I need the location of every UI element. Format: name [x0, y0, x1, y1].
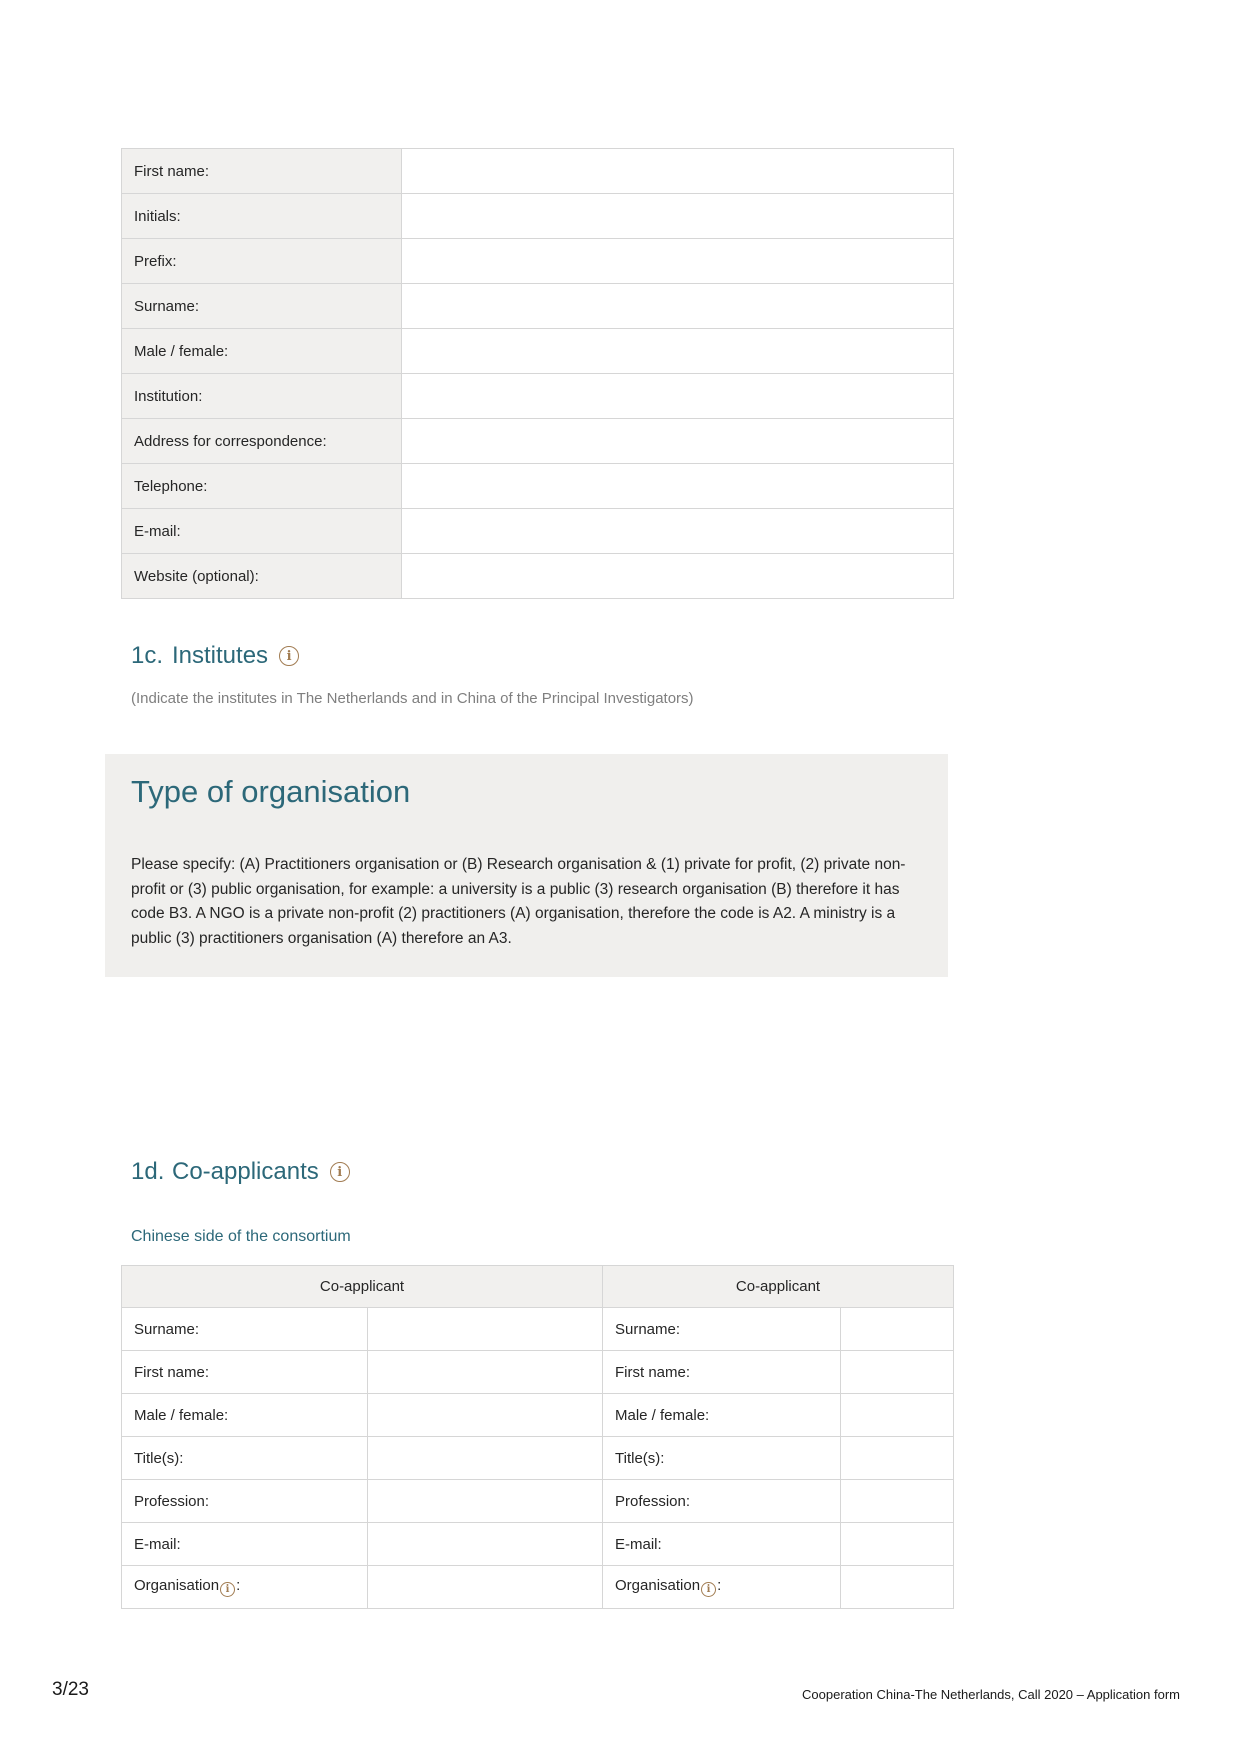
table-row	[122, 239, 954, 284]
info-icon: i	[279, 646, 299, 666]
table-row	[122, 419, 954, 464]
co-applicants-table	[121, 1265, 954, 1609]
website-field[interactable]	[402, 554, 954, 599]
prefix-field[interactable]	[402, 239, 954, 284]
organisation-field-right[interactable]	[841, 1566, 954, 1609]
first-name-field-left[interactable]	[368, 1351, 603, 1394]
co-applicant-header-left: Co-applicant	[122, 1266, 603, 1308]
chinese-side-subtitle: Chinese side of the consortium	[131, 1228, 351, 1245]
field-label: Male / female:	[603, 1394, 841, 1437]
section-heading-1d	[131, 1158, 350, 1186]
field-label: First name:	[122, 149, 402, 194]
section-title: Institutes	[172, 642, 269, 669]
table-row	[122, 1437, 954, 1480]
field-label: Institution:	[122, 374, 402, 419]
section-number: 1d.	[131, 1158, 165, 1185]
table-row	[122, 554, 954, 599]
field-label: Initials:	[122, 194, 402, 239]
table-row	[122, 1480, 954, 1523]
contact-details-table	[121, 148, 954, 599]
info-icon: i	[220, 1582, 235, 1597]
profession-field-right[interactable]	[841, 1480, 954, 1523]
email-field-right[interactable]	[841, 1523, 954, 1566]
email-field-left[interactable]	[368, 1523, 603, 1566]
field-label: Surname:	[122, 1308, 368, 1351]
field-label: Male / female:	[122, 1394, 368, 1437]
field-label: Male / female:	[122, 329, 402, 374]
field-label: Profession:	[603, 1480, 841, 1523]
table-row	[122, 1566, 954, 1609]
info-icon: i	[701, 1582, 716, 1597]
table-row	[122, 509, 954, 554]
field-label: Organisation i :	[122, 1566, 368, 1609]
footer-page-number: 3/23	[52, 1679, 89, 1700]
male-female-field-right[interactable]	[841, 1394, 954, 1437]
co-applicant-header-right: Co-applicant	[603, 1266, 954, 1308]
section-1c-subtitle: (Indicate the institutes in The Netherlands and in China of the Principal Investigators)	[131, 690, 694, 707]
address-field[interactable]	[402, 419, 954, 464]
email-field[interactable]	[402, 509, 954, 554]
profession-field-left[interactable]	[368, 1480, 603, 1523]
table-row	[122, 284, 954, 329]
field-label: E-mail:	[603, 1523, 841, 1566]
titles-field-left[interactable]	[368, 1437, 603, 1480]
field-label: Title(s):	[603, 1437, 841, 1480]
table-header-row	[122, 1266, 954, 1308]
field-label: Profession:	[122, 1480, 368, 1523]
section-number: 1c.	[131, 642, 164, 669]
first-name-field[interactable]	[402, 149, 954, 194]
field-label: Website (optional):	[122, 554, 402, 599]
table-row	[122, 194, 954, 239]
table-row	[122, 1308, 954, 1351]
table-row	[122, 1351, 954, 1394]
surname-field-right[interactable]	[841, 1308, 954, 1351]
table-row	[122, 329, 954, 374]
field-label: Surname:	[122, 284, 402, 329]
table-row	[122, 464, 954, 509]
section-heading-1c	[131, 642, 299, 670]
field-label: E-mail:	[122, 1523, 368, 1566]
first-name-field-right[interactable]	[841, 1351, 954, 1394]
table-row	[122, 1523, 954, 1566]
table-row	[122, 149, 954, 194]
surname-field[interactable]	[402, 284, 954, 329]
field-label: First name:	[603, 1351, 841, 1394]
field-label: Organisation i :	[603, 1566, 841, 1609]
field-label: Telephone:	[122, 464, 402, 509]
field-label: First name:	[122, 1351, 368, 1394]
field-label: Prefix:	[122, 239, 402, 284]
male-female-field[interactable]	[402, 329, 954, 374]
organisation-field-left[interactable]	[368, 1566, 603, 1609]
footer-document-title: Cooperation China-The Netherlands, Call 2020 – Application form	[802, 1687, 1180, 1702]
telephone-field[interactable]	[402, 464, 954, 509]
callout-title: Type of organisation	[131, 774, 411, 809]
surname-field-left[interactable]	[368, 1308, 603, 1351]
callout-body-text: Please specify: (A) Practitioners organisation or (B) Research organisation & (1) private for profit, (2) private non-profit or (3) public organisation, for example: a university is a public (3) research organisation (B) therefore it has code B3. A NGO is a private non-profit (2) practitioners (A) organisation, therefore the code is A2. A ministry is a public (3) practitioners organisation (A) therefore an A3.	[131, 856, 906, 947]
section-title: Co-applicants	[172, 1158, 319, 1185]
titles-field-right[interactable]	[841, 1437, 954, 1480]
type-of-organisation-box	[105, 754, 948, 977]
field-label: Surname:	[603, 1308, 841, 1351]
male-female-field-left[interactable]	[368, 1394, 603, 1437]
field-label: Title(s):	[122, 1437, 368, 1480]
institution-field[interactable]	[402, 374, 954, 419]
table-row	[122, 1394, 954, 1437]
field-label: E-mail:	[122, 509, 402, 554]
initials-field[interactable]	[402, 194, 954, 239]
info-icon: i	[330, 1162, 350, 1182]
field-label: Address for correspondence:	[122, 419, 402, 464]
table-row	[122, 374, 954, 419]
